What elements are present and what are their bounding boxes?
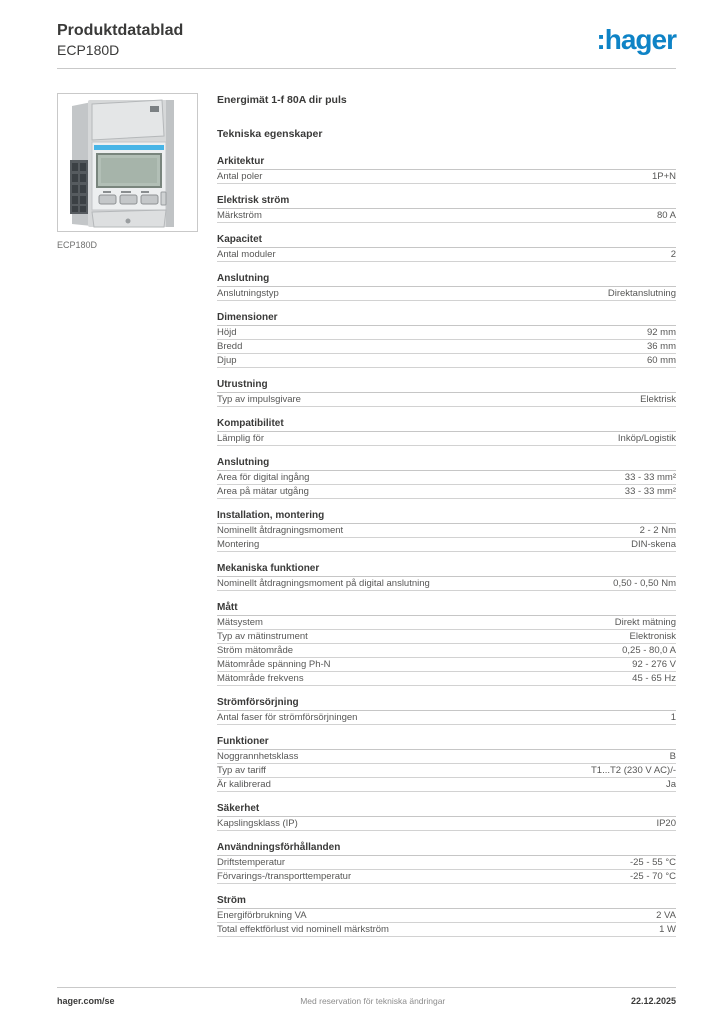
spec-label: Förvarings-/transporttemperatur <box>217 870 352 882</box>
spec-section <box>217 274 676 301</box>
spec-row <box>217 287 676 301</box>
spec-value: Ja <box>665 778 676 790</box>
spec-row <box>217 616 676 630</box>
spec-value: 0,50 - 0,50 Nm <box>613 577 676 589</box>
spec-label: Djup <box>217 354 237 366</box>
spec-row <box>217 672 676 686</box>
spec-section <box>217 419 676 446</box>
spec-label: Noggrannhetsklass <box>217 750 299 762</box>
product-image-frame <box>57 93 198 232</box>
spec-label: Nominellt åtdragningsmoment på digital anslutning <box>217 577 430 589</box>
spec-value: 45 - 65 Hz <box>632 672 676 684</box>
spec-row <box>217 248 676 262</box>
spec-label: Typ av tariff <box>217 764 266 776</box>
spec-row <box>217 393 676 407</box>
spec-section-title: Installation, montering <box>217 511 676 524</box>
spec-value: 60 mm <box>646 354 676 366</box>
spec-row <box>217 630 676 644</box>
spec-section-title: Anslutning <box>217 274 676 287</box>
spec-row <box>217 485 676 499</box>
spec-section <box>217 804 676 831</box>
hager-logo: :hager <box>596 24 676 55</box>
spec-value: 33 - 33 mm² <box>624 485 676 497</box>
spec-label: Antal moduler <box>217 248 276 260</box>
product-description: Energimät 1-f 80A dir puls <box>217 94 347 106</box>
spec-section-title: Säkerhet <box>217 804 676 817</box>
spec-section <box>217 564 676 591</box>
spec-label: Antal faser för strömförsörjningen <box>217 711 358 723</box>
spec-row <box>217 644 676 658</box>
spec-value: IP20 <box>656 817 676 829</box>
spec-label: Antal poler <box>217 170 263 182</box>
spec-label: Mätsystem <box>217 616 263 628</box>
spec-value: 2 VA <box>656 909 676 921</box>
spec-section <box>217 313 676 368</box>
spec-sections <box>217 157 676 937</box>
footer-disclaimer: Med reservation för tekniska ändringar <box>300 996 446 1006</box>
spec-label: Typ av impulsgivare <box>217 393 301 405</box>
spec-section-title: Elektrisk ström <box>217 196 676 209</box>
page-title: Produktdatablad <box>57 22 184 39</box>
spec-value: Elektronisk <box>629 630 676 642</box>
spec-section <box>217 698 676 725</box>
spec-row <box>217 856 676 870</box>
spec-section <box>217 235 676 262</box>
spec-column <box>217 95 676 949</box>
spec-row <box>217 778 676 792</box>
spec-row <box>217 870 676 884</box>
spec-label: Ström mätområde <box>217 644 294 656</box>
product-image <box>58 94 197 231</box>
specs-heading: Tekniska egenskaper <box>217 128 323 140</box>
spec-row <box>217 340 676 354</box>
spec-label: Mätområde spänning Ph-N <box>217 658 331 670</box>
spec-section-title: Mått <box>217 603 676 616</box>
spec-row <box>217 538 676 552</box>
footer-website-link[interactable]: hager.com/se <box>57 996 115 1006</box>
spec-row <box>217 711 676 725</box>
spec-row <box>217 764 676 778</box>
footer-date: 22.12.2025 <box>630 996 676 1006</box>
spec-label: Anslutningstyp <box>217 287 279 299</box>
spec-label: Area för digital ingång <box>217 471 310 483</box>
spec-value: 1 W <box>659 923 676 935</box>
spec-row <box>217 326 676 340</box>
spec-label: Bredd <box>217 340 243 352</box>
spec-value: B <box>669 750 676 762</box>
spec-value: DIN-skena <box>631 538 676 550</box>
spec-value: 36 mm <box>646 340 676 352</box>
spec-row <box>217 577 676 591</box>
spec-value: 2 - 2 Nm <box>639 524 676 536</box>
spec-value: Direkt mätning <box>614 616 676 628</box>
spec-value: Inköp/Logistik <box>617 432 676 444</box>
spec-row <box>217 432 676 446</box>
spec-row <box>217 750 676 764</box>
spec-row <box>217 209 676 223</box>
spec-value: 1P+N <box>651 170 676 182</box>
footer <box>57 996 676 1006</box>
spec-label: Höjd <box>217 326 237 338</box>
spec-row <box>217 170 676 184</box>
spec-section <box>217 603 676 686</box>
spec-label: Driftstemperatur <box>217 856 286 868</box>
product-image-caption: ECP180D <box>57 240 98 250</box>
spec-value: -25 - 55 °C <box>629 856 676 868</box>
spec-section-title: Strömförsörjning <box>217 698 676 711</box>
spec-row <box>217 817 676 831</box>
spec-value: 1 <box>670 711 676 723</box>
spec-section-title: Utrustning <box>217 380 676 393</box>
spec-section-title: Användningsförhållanden <box>217 843 676 856</box>
spec-section <box>217 196 676 223</box>
spec-row <box>217 658 676 672</box>
product-code: ECP180D <box>57 42 120 58</box>
spec-row <box>217 923 676 937</box>
spec-section-title: Dimensioner <box>217 313 676 326</box>
spec-row <box>217 909 676 923</box>
spec-label: Mätområde frekvens <box>217 672 304 684</box>
spec-section-title: Mekaniska funktioner <box>217 564 676 577</box>
spec-section-title: Ström <box>217 896 676 909</box>
spec-value: T1...T2 (230 V AC)/- <box>591 764 676 776</box>
spec-section <box>217 157 676 184</box>
spec-label: Energiförbrukning VA <box>217 909 307 921</box>
spec-label: Total effektförlust vid nominell märkström <box>217 923 389 935</box>
spec-label: Nominellt åtdragningsmoment <box>217 524 344 536</box>
spec-label: Lämplig för <box>217 432 264 444</box>
spec-value: Elektrisk <box>640 393 676 405</box>
spec-section <box>217 896 676 937</box>
spec-label: Montering <box>217 538 260 550</box>
header-divider <box>57 68 676 69</box>
spec-label: Kapslingsklass (IP) <box>217 817 298 829</box>
spec-value: Direktanslutning <box>607 287 676 299</box>
spec-value: 0,25 - 80,0 A <box>622 644 676 656</box>
spec-value: -25 - 70 °C <box>629 870 676 882</box>
spec-section-title: Arkitektur <box>217 157 676 170</box>
spec-section <box>217 380 676 407</box>
spec-value: 33 - 33 mm² <box>624 471 676 483</box>
spec-value: 92 mm <box>646 326 676 338</box>
spec-value: 2 <box>670 248 676 260</box>
spec-row <box>217 471 676 485</box>
spec-section-title: Kapacitet <box>217 235 676 248</box>
spec-section <box>217 458 676 499</box>
spec-label: Area på mätar utgång <box>217 485 309 497</box>
spec-section <box>217 737 676 792</box>
spec-label: Märkström <box>217 209 262 221</box>
spec-section <box>217 843 676 884</box>
spec-value: 92 - 276 V <box>632 658 676 670</box>
spec-section <box>217 511 676 552</box>
spec-section-title: Kompatibilitet <box>217 419 676 432</box>
spec-section-title: Funktioner <box>217 737 676 750</box>
spec-section-title: Anslutning <box>217 458 676 471</box>
spec-label: Typ av mätinstrument <box>217 630 308 642</box>
spec-value: 80 A <box>656 209 676 221</box>
spec-label: Är kalibrerad <box>217 778 271 790</box>
footer-divider <box>57 987 676 988</box>
spec-row <box>217 354 676 368</box>
spec-row <box>217 524 676 538</box>
